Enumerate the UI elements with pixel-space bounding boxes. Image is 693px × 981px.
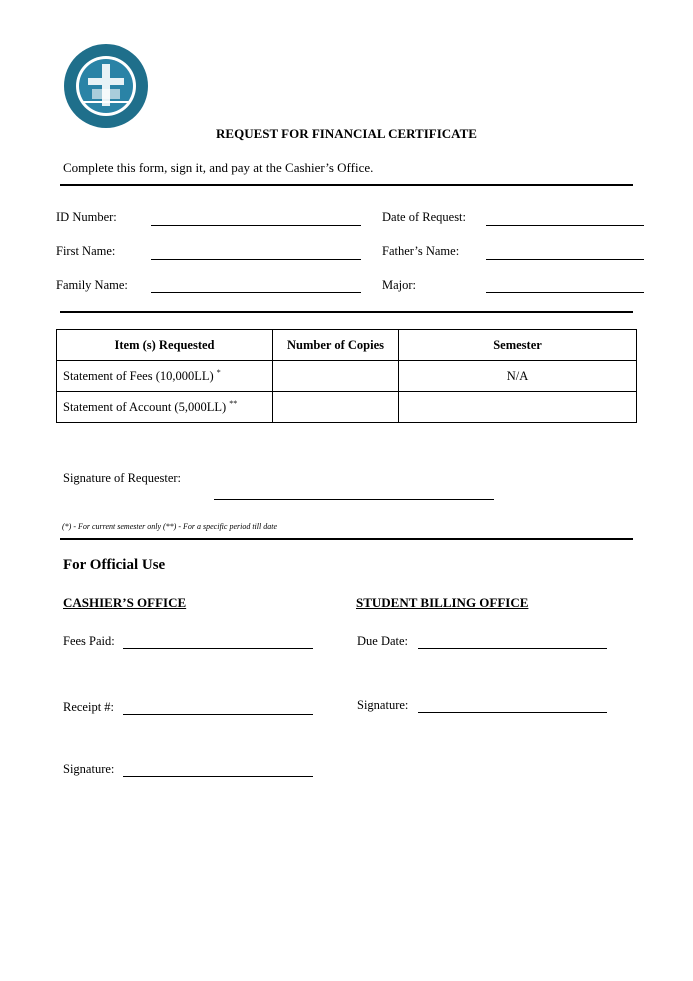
instructions-text: Complete this form, sign it, and pay at the Cashier’s Office.: [63, 160, 374, 175]
major-field[interactable]: [486, 292, 644, 293]
cashier-signature-field[interactable]: [123, 776, 313, 777]
receipt-label: Receipt #:: [63, 700, 115, 714]
date-of-request-field[interactable]: [486, 225, 644, 226]
semester-cell: N/A: [399, 361, 637, 392]
first-name-field[interactable]: [151, 259, 361, 260]
fees-paid-field[interactable]: [123, 648, 313, 649]
billing-signature-label: Signature:: [357, 698, 409, 712]
form-title: REQUEST FOR FINANCIAL CERTIFICATE: [216, 126, 477, 141]
fees-paid-label: Fees Paid:: [63, 634, 115, 648]
official-use-heading: For Official Use: [63, 557, 166, 573]
cashier-office-heading: CASHIER’S OFFICE: [63, 595, 187, 610]
requester-signature-field[interactable]: [214, 499, 494, 500]
copies-cell[interactable]: [273, 392, 399, 423]
footnote-text: (*) - For current semester only (**) - For a specific period till date: [62, 522, 277, 531]
table-header-row: [57, 330, 637, 361]
table-row: [57, 361, 637, 392]
item-cell: [57, 361, 273, 392]
copies-cell[interactable]: [273, 361, 399, 392]
column-header: Semester: [399, 330, 637, 361]
billing-office-heading: STUDENT BILLING OFFICE: [356, 595, 529, 610]
semester-cell[interactable]: [399, 392, 637, 423]
divider: [60, 538, 633, 540]
due-date-field[interactable]: [418, 648, 607, 649]
divider: [60, 311, 633, 313]
request-table: [56, 329, 637, 423]
item-cell: [57, 392, 273, 423]
family-name-label: Family Name:: [56, 278, 128, 292]
column-header: Item (s) Requested: [57, 330, 273, 361]
footnote-mark: **: [229, 398, 238, 408]
billing-signature-field[interactable]: [418, 712, 607, 713]
receipt-field[interactable]: [123, 714, 313, 715]
university-seal-icon: [62, 42, 150, 130]
cashier-signature-label: Signature:: [63, 762, 115, 776]
id-number-field[interactable]: [151, 225, 361, 226]
column-header: Number of Copies: [273, 330, 399, 361]
divider: [60, 184, 633, 186]
major-label: Major:: [382, 278, 417, 292]
table-row: [57, 392, 637, 423]
id-number-label: ID Number:: [56, 210, 117, 224]
family-name-field[interactable]: [151, 292, 361, 293]
item-label: Statement of Account (5,000LL): [63, 400, 227, 415]
date-of-request-label: Date of Request:: [382, 210, 467, 224]
first-name-label: First Name:: [56, 244, 116, 258]
fathers-name-field[interactable]: [486, 259, 644, 260]
item-label: Statement of Fees (10,000LL): [63, 369, 214, 384]
due-date-label: Due Date:: [357, 634, 409, 648]
footnote-mark: *: [216, 367, 221, 377]
fathers-name-label: Father’s Name:: [382, 244, 460, 258]
requester-signature-label: Signature of Requester:: [63, 471, 182, 485]
